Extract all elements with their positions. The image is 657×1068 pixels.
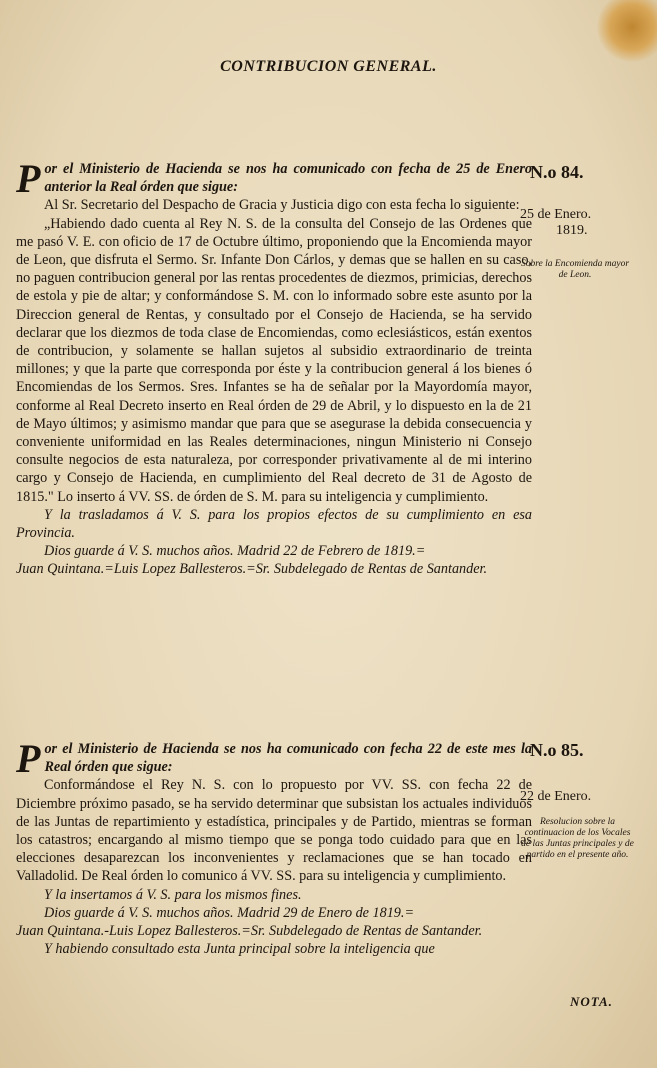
ink-stain xyxy=(597,0,657,62)
signature: Juan Quintana.-Luis Lopez Ballesteros.=Sr. Subdelegado de Rentas de Santander. xyxy=(16,923,483,940)
side-note: Resolucion sobre la continuacion de los Vocales de las Juntas principales y de partido en el presente año. xyxy=(521,817,634,860)
entry-84-body xyxy=(16,156,532,579)
entry-date: 22 de Enero. xyxy=(520,789,592,804)
paragraph: Conformándose el Rey N. S. con lo propuesto por VV. SS. con fecha 22 de Diciembre próximo pasado, se ha servido determinar que subsistan los actuales individuos de las Juntas de repartimiento y estadística, principales y de Partido, mientras se forman los catastros; encargando al mismo tiempo que se ponga todo cuidado para que en las elecciones desaparezcan los inconvenientes y reclamaciones que se han tocado en Valladolid. De Real órden lo comunico á VV. SS. para su inteligencia y cumplimiento. xyxy=(16,777,532,885)
nota-label: NOTA. xyxy=(570,994,613,1009)
drop-cap: P xyxy=(16,156,41,201)
entry-85-body xyxy=(16,736,532,958)
signature: Juan Quintana.=Luis Lopez Ballesteros.=Sr. Subdelegado de Rentas de Santander. xyxy=(16,561,488,578)
entry-84-margin xyxy=(520,162,650,281)
page-header: CONTRIBUCION GENERAL. xyxy=(220,58,437,75)
closing: Dios guarde á V. S. muchos años. Madrid 22 de Febrero de 1819.= xyxy=(44,543,426,560)
paragraph: Y habiendo consultado esta Junta principal sobre la inteligencia que xyxy=(44,941,435,958)
entry-date: 25 de Enero. xyxy=(520,207,592,222)
entry-number: N.o 85. xyxy=(530,740,584,760)
paragraph: Y la insertamos á V. S. para los mismos fines. xyxy=(44,886,302,903)
paragraph: Y la trasladamos á V. S. para los propios efectos de su cumplimiento en esa Provincia. xyxy=(16,506,532,542)
paragraph: „Habiendo dado cuenta al Rey N. S. de la consulta del Consejo de las Ordenes que me pasó V. E. con oficio de 17 de Octubre último, proponiendo que la Encomienda mayor de Leon, que disfruta el Sermo. Sr. Infante Don Cárlos, y demas que se hallen en su caso, no paguen contribucion general por las rentas procedentes de diezmos, primicias, derechos de estola y pie de altar; y conformándose S. M. con lo informado sobre este asunto por la Direccion general de Rentas, y consultado por el Consejo de Hacienda, se ha servido declarar que los diezmos de toda clase de Encomiendas, como eclesiásticos, están exentos de contribucion, y solamente se hallan sujetos al subsidio extraordinario de treinta millones; y que la parte que corresponda por éste y la contribucion general á los bienes ó Encomiendas de los Sermos. Sres. Infantes se ha de señalar por la Mayordomía mayor, conforme al Real Decreto inserto en Real órden de 29 de Abril, y lo dispuesto en la de 21 de Mayo últimos; y asimismo mandar que para que se asegurase la debida consecuencia y conveniente uniformidad en las Reales determinaciones, ningun Ministerio ni Consejo consulte negocios de esta naturaleza, por corresponder privativamente al de mi interino cargo y Consejo de Hacienda, en cumplimiento del Real decreto de 31 de Agosto de 1815." Lo inserto á VV. SS. de órden de S. M. para su inteligencia y cumplimiento. xyxy=(16,215,532,505)
entry-number: N.o 84. xyxy=(530,162,584,182)
entry-85-margin xyxy=(520,740,650,861)
entry-lead: or el Ministerio de Hacienda se nos ha comunicado con fecha de 25 de Enero anterior la Real órden que sigue: xyxy=(44,161,532,196)
side-note: Sobre la Encomienda mayor de Leon. xyxy=(520,259,630,280)
entry-lead: or el Ministerio de Hacienda se nos ha comunicado con fecha 22 de este mes la Real órden que sigue: xyxy=(44,741,532,776)
paragraph: Al Sr. Secretario del Despacho de Gracia y Justicia digo con esta fecha lo siguiente: xyxy=(44,197,520,214)
entry-year: 1819. xyxy=(556,223,588,238)
closing: Dios guarde á V. S. muchos años. Madrid 29 de Enero de 1819.= xyxy=(44,904,415,921)
drop-cap: P xyxy=(16,736,41,781)
